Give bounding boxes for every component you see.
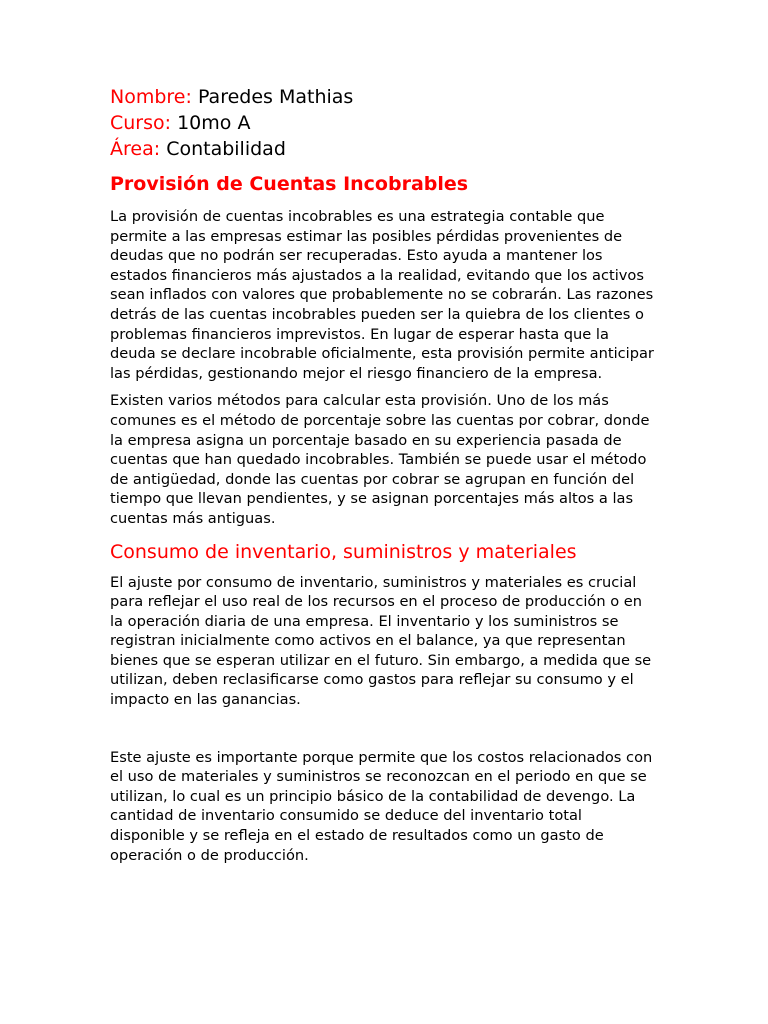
student-name-line — [110, 84, 655, 110]
course-line — [110, 110, 655, 136]
area-line — [110, 136, 655, 162]
section1-title: Provisión de Cuentas Incobrables — [110, 173, 469, 195]
section1-paragraph-1: La provisión de cuentas incobrables es una estrategia contable que permite a las empresas estimar las posibles pérdidas provenientes de deudas que no podrán ser recuperadas. Esto ayuda a mantener los estados financieros más ajustados a la realidad, evitando que los activos sean inflados con valores que probablemente no se cobrarán. Las razones detrás de las cuentas incobrables pueden ser la quiebra de los clientes o problemas financieros imprevistos. En lugar de esperar hasta que la deuda se declare incobrable oficialmente, esta provisión permite anticipar las pérdidas, gestionando mejor el riesgo financiero de la empresa. — [110, 208, 654, 382]
section2-paragraph-2: Este ajuste es importante porque permite que los costos relacionados con el uso de materiales y suministros se reconozcan en el periodo en que se utilizan, lo cual es un principio básico de la contabilidad de devengo. La cantidad de inventario consumido se deduce del inventario total disponible y se refleja en el estado de resultados como un gasto de operación o de producción. — [110, 748, 653, 864]
paragraph-spacer — [110, 718, 655, 748]
area-value: Contabilidad — [166, 138, 286, 160]
course-value: 10mo A — [177, 112, 251, 134]
name-label: Nombre: — [110, 86, 192, 108]
name-value: Paredes Mathias — [197, 86, 354, 108]
section1-paragraph-2: Existen varios métodos para calcular esta provisión. Uno de los más comunes es el método de porcentaje sobre las cuentas por cobrar, donde la empresa asigna un porcentaje basado en su experiencia pasada de cuentas que han quedado incobrables. También se puede usar el método de antigüedad, donde las cuentas por cobrar se agrupan en función del tiempo que llevan pendientes, y se asignan porcentajes más altos a las cuentas más antiguas. — [110, 392, 650, 527]
course-label: Curso: — [110, 112, 172, 134]
document-page — [110, 84, 655, 873]
section2-title: Consumo de inventario, suministros y materiales — [110, 540, 577, 563]
area-label: Área: — [110, 138, 161, 160]
section2-paragraph-1: El ajuste por consumo de inventario, suministros y materiales es crucial para reflejar el uso real de los recursos en el proceso de producción o en la operación diaria de una empresa. El inventario y los suministros se registran inicialmente como activos en el balance, ya que representan bienes que se esperan utilizar en el futuro. Sin embargo, a medida que se utilizan, deben reclasificarse como gastos para reflejar su consumo y el impacto en las ganancias. — [110, 573, 652, 709]
